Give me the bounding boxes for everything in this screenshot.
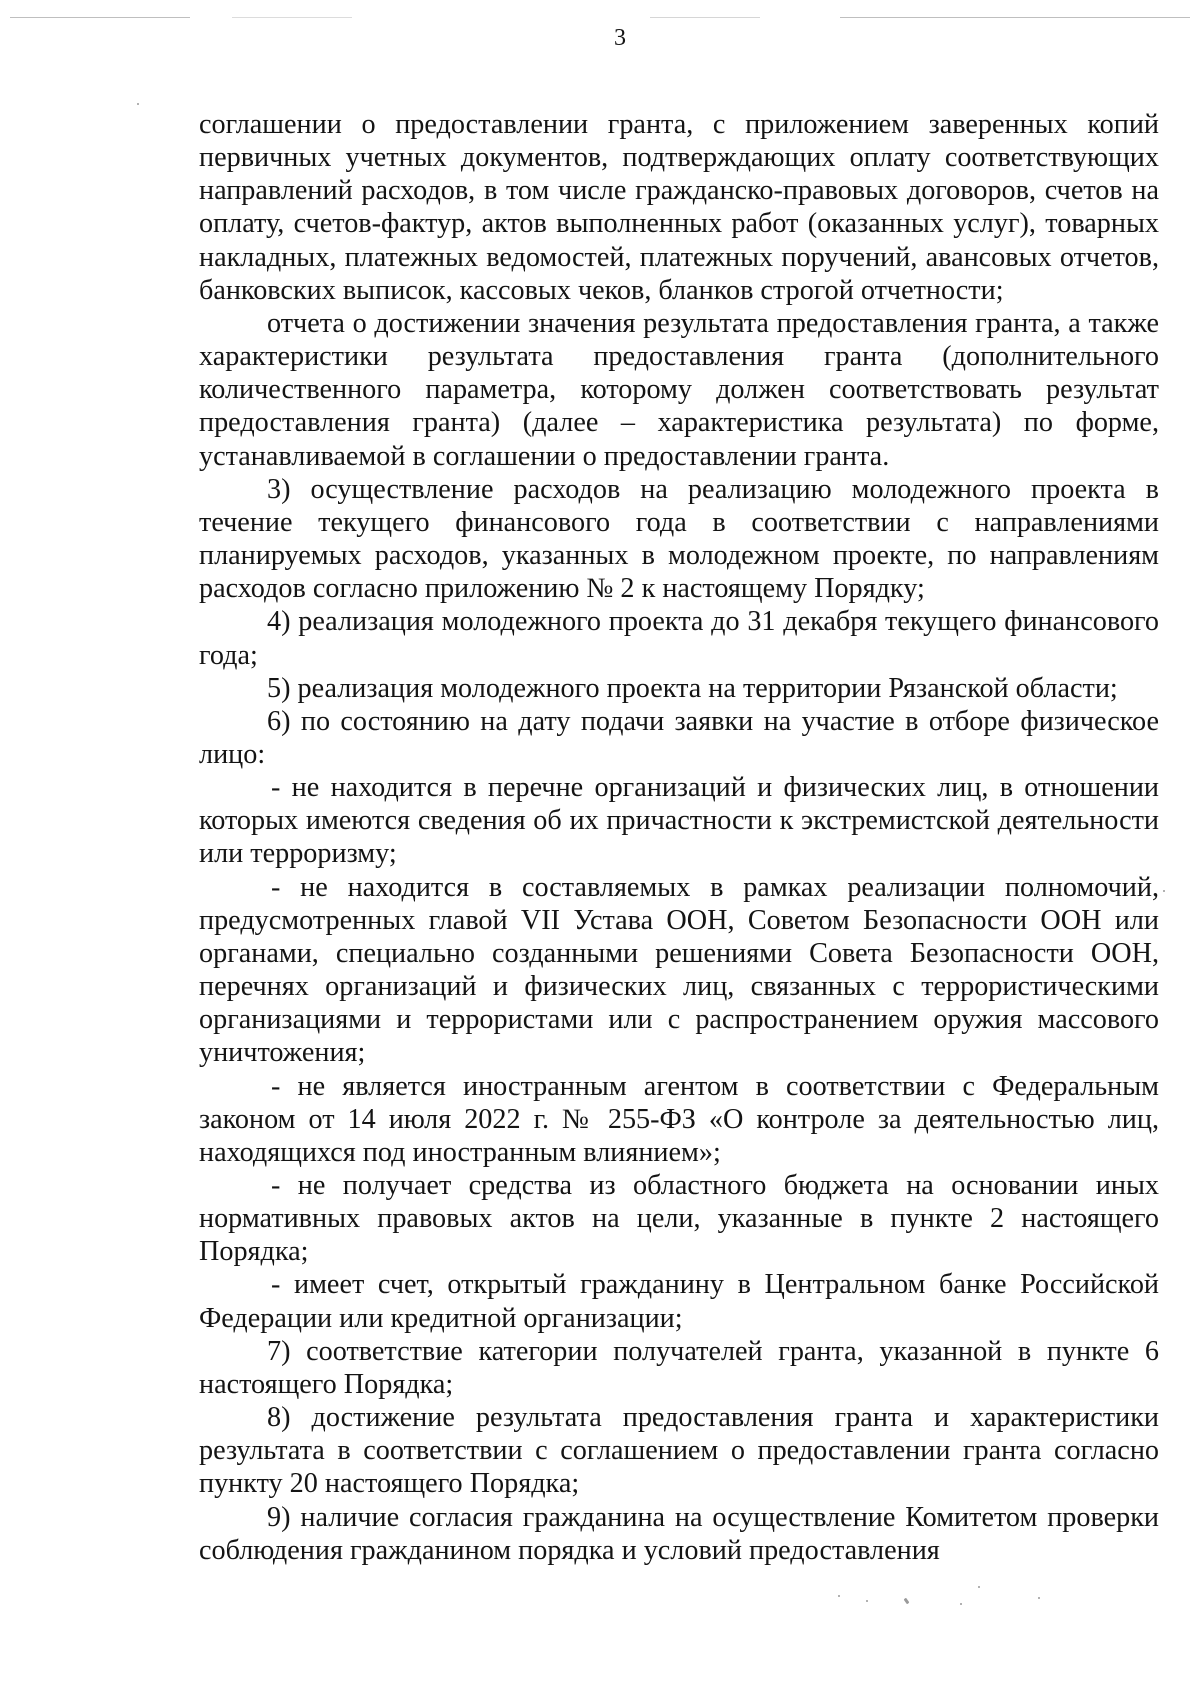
scan-speck <box>1038 1597 1040 1599</box>
scan-speck <box>866 1600 868 1602</box>
sub-item: - не является иностранным агентом в соответствии с Федеральным законом от 14 июля 2022 г. № 255-ФЗ «О контроле за деятельностью лиц, находящихся под иностранным влиянием»; <box>199 1070 1159 1168</box>
list-item: 4) реализация молодежного проекта до 31 декабря текущего финансового года; <box>199 606 1159 671</box>
scan-speck <box>137 103 139 105</box>
page-number: 3 <box>614 25 626 51</box>
scan-speck <box>978 1586 980 1588</box>
list-item: 7) соответствие категории получателей гранта, указанной в пункте 6 настоящего Порядка; <box>199 1335 1159 1400</box>
scan-artifact-line <box>650 17 760 18</box>
scan-artifact-line <box>840 17 1190 18</box>
list-item: 5) реализация молодежного проекта на территории Рязанской области; <box>267 672 1118 704</box>
scan-speck <box>1163 890 1165 892</box>
list-item: 3) осуществление расходов на реализацию молодежного проекта в течение текущего финансового года в соответствии с направлениями планируемых расходов, указанных в молодежном проекте, по направлениям расходов согласно приложению № 2 к настоящему Порядку; <box>199 473 1159 605</box>
paragraph: соглашении о предоставлении гранта, с приложением заверенных копий первичных учетных документов, подтверждающих оплату соответствующих направлений расходов, в том числе гражданско-правовых договоров, счетов на оплату, счетов-фактур, актов выполненных работ (оказанных услуг), товарных накладных, платежных ведомостей, платежных поручений, авансовых отчетов, банковских выписок, кассовых чеков, бланков строгой отчетности; <box>199 109 1159 306</box>
sub-item: - не получает средства из областного бюджета на основании иных нормативных правовых актов на цели, указанные в пункте 2 настоящего Порядка; <box>199 1170 1159 1268</box>
paragraph: отчета о достижении значения результата предоставления гранта, а также характеристики результата предоставления гранта (дополнительного количественного параметра, которому должен соответствовать результат предоставления гранта) (далее – характеристика результата) по форме, устанавливаемой в соглашении о предоставлении гранта. <box>199 307 1159 472</box>
body-text <box>199 108 1159 1567</box>
list-item: 6) по состоянию на дату подачи заявки на участие в отборе физическое лицо: <box>199 705 1159 770</box>
sub-item: - не находится в перечне организаций и физических лиц, в отношении которых имеются сведения об их причастности к экстремистской деятельности или терроризму; <box>199 772 1159 870</box>
scan-speck <box>904 1598 910 1605</box>
sub-item: - не находится в составляемых в рамках реализации полномочий, предусмотренных главой VII Устава ООН, Советом Безопасности ООН или органами, специально созданными решениями Совета Безопасности ООН, перечнях организаций и физических лиц, связанных с террористическими организациями и террористами или с распространением оружия массового уничтожения; <box>199 871 1159 1069</box>
list-item: 8) достижение результата предоставления гранта и характеристики результата в соответствии с соглашением о предоставлении гранта согласно пункту 20 настоящего Порядка; <box>199 1402 1159 1500</box>
scan-speck <box>838 1595 840 1597</box>
scan-artifact-line <box>232 17 352 18</box>
scan-artifact-line <box>10 17 190 18</box>
scan-speck <box>960 1603 962 1605</box>
sub-item: - имеет счет, открытый гражданину в Центральном банке Российской Федерации или кредитной организации; <box>199 1269 1159 1334</box>
list-item: 9) наличие согласия гражданина на осуществление Комитетом проверки соблюдения гражданином порядка и условий предоставления <box>199 1501 1159 1566</box>
